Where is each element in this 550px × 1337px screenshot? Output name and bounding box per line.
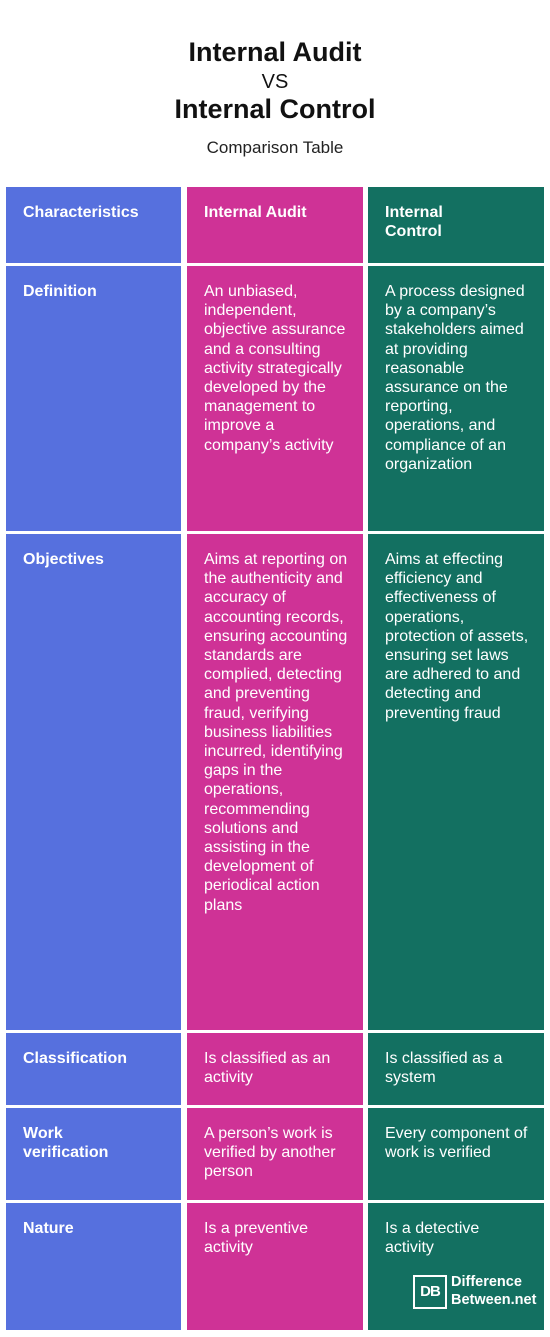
row-nature-control: Is a detective activity — [368, 1203, 544, 1330]
row-nature-audit: Is a preventive activity — [187, 1203, 363, 1330]
row-objectives-control: Aims at effecting efficiency and effectiveness of operations, protection of assets, ensuring set laws are adhered to and detecting and preventing fraud — [368, 534, 544, 1030]
logo-line-2: Between.net — [451, 1292, 537, 1308]
title-internal-audit: Internal Audit — [188, 37, 362, 67]
row-definition-audit: An unbiased, independent, objective assurance and a consulting activity strategically developed by the management to improve a company’s activity — [187, 266, 363, 531]
row-work-verification-label: Work verification — [6, 1108, 181, 1200]
header-characteristics: Characteristics — [6, 187, 181, 263]
row-work-verification-control: Every component of work is verified — [368, 1108, 544, 1200]
row-nature-label: Nature — [6, 1203, 181, 1330]
logo-text — [451, 1273, 536, 1309]
title-internal-control: Internal Control — [174, 94, 376, 124]
header-internal-audit: Internal Audit — [187, 187, 363, 263]
title-vs: VS — [261, 71, 289, 93]
row-classification-control: Is classified as a system — [368, 1033, 544, 1105]
row-work-verification-audit: A person’s work is verified by another person — [187, 1108, 363, 1200]
row-classification-label: Classification — [6, 1033, 181, 1105]
header-internal-control: Internal Control — [368, 187, 544, 263]
logo-mark: DB — [413, 1275, 447, 1309]
row-definition-label: Definition — [6, 266, 181, 531]
row-objectives-label: Objectives — [6, 534, 181, 1030]
row-classification-audit: Is classified as an activity — [187, 1033, 363, 1105]
row-objectives-audit: Aims at reporting on the authenticity and accuracy of accounting records, ensuring accounting standards are complied, detecting and preventing fraud, verifying business liabilities incurred, identifying gaps in the operations, recommending solutions and assisting in the development of periodical action plans — [187, 534, 363, 1030]
differencebetween-logo — [413, 1273, 543, 1313]
subtitle: Comparison Table — [206, 138, 344, 157]
row-definition-control: A process designed by a company’s stakeholders aimed at providing reasonable assurance on the reporting, operations, and compliance of an organization — [368, 266, 544, 531]
logo-line-1: Difference — [451, 1274, 522, 1290]
